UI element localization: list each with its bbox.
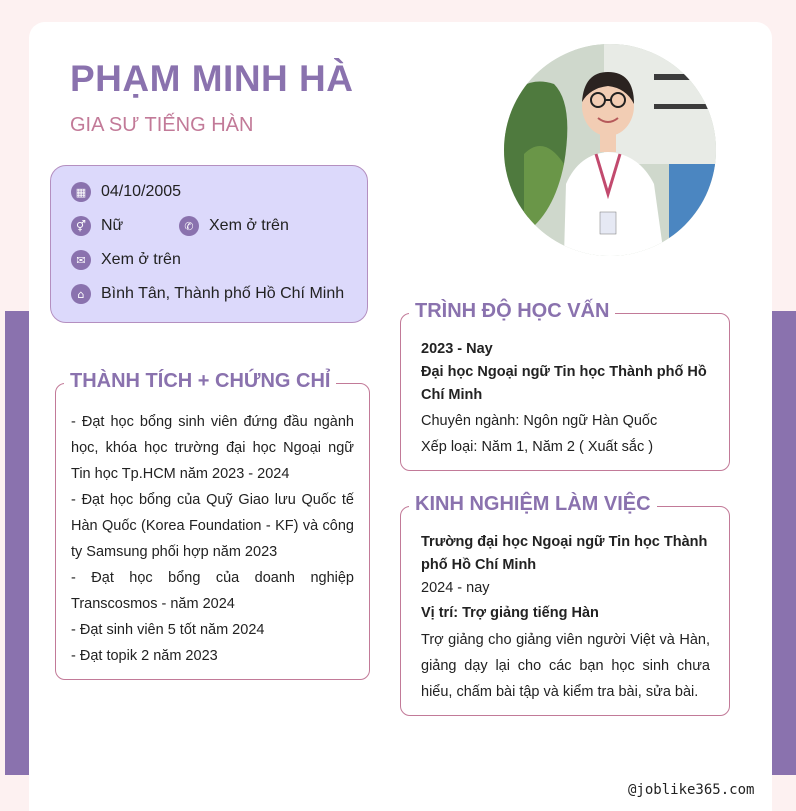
calendar-icon: ▦ <box>71 182 91 202</box>
achievements-title: THÀNH TÍCH + CHỨNG CHỈ <box>64 370 336 393</box>
education-content <box>421 338 716 460</box>
education-title: TRÌNH ĐỘ HỌC VẤN <box>409 300 615 323</box>
candidate-role: GIA SƯ TIẾNG HÀN <box>70 114 254 136</box>
left-side-band <box>5 311 29 775</box>
right-side-band <box>772 311 796 775</box>
experience-description: Trợ giảng cho giảng viên người Việt và Hàn, giảng dạy lại cho các bạn học sinh chưa hiểu, chấm bài tập và kiểm tra bài, sửa bài. <box>421 632 710 700</box>
email-icon: ✉ <box>71 250 91 270</box>
contact-gender <box>71 216 123 236</box>
experience-position: Vị trí: Trợ giảng tiếng Hàn <box>421 605 599 621</box>
contact-birthdate <box>71 182 181 202</box>
experience-content <box>421 531 710 705</box>
achievement-item: - Đạt sinh viên 5 tốt năm 2024 <box>71 622 265 638</box>
experience-period: 2024 - nay <box>421 580 490 596</box>
phone-icon: ✆ <box>179 216 199 236</box>
achievement-item: - Đạt học bổng của doanh nghiệp Transcosmos - năm 2024 <box>71 570 354 612</box>
education-major: Chuyên ngành: Ngôn ngữ Hàn Quốc <box>421 413 658 429</box>
contact-phone <box>179 216 289 236</box>
address-value: Bình Tân, Thành phố Hồ Chí Minh <box>101 285 345 302</box>
achievements-list <box>71 409 354 669</box>
education-period: 2023 - Nay <box>421 341 493 357</box>
candidate-name: PHẠM MINH HÀ <box>70 58 354 99</box>
profile-photo <box>504 44 716 256</box>
achievement-item: - Đạt học bổng của Quỹ Giao lưu Quốc tế Hàn Quốc (Korea Foundation - KF) và công ty Samsung phối hợp năm 2023 <box>71 492 354 560</box>
achievement-item: - Đạt học bổng sinh viên đứng đầu ngành học, khóa học trường đại học Ngoại ngữ Tin học Tp.HCM năm 2023 - 2024 <box>71 414 354 482</box>
watermark-url: @joblike365.com <box>628 782 755 798</box>
home-icon: ⌂ <box>71 284 91 304</box>
contact-address <box>71 284 344 304</box>
education-rank: Xếp loại: Năm 1, Năm 2 ( Xuất sắc ) <box>421 439 654 455</box>
contact-email <box>71 250 181 270</box>
email-value: Xem ở trên <box>101 251 181 268</box>
achievement-item: - Đạt topik 2 năm 2023 <box>71 648 218 664</box>
birthdate-value: 04/10/2005 <box>101 183 182 200</box>
experience-title: KINH NGHIỆM LÀM VIỆC <box>409 493 657 516</box>
experience-company: Trường đại học Ngoại ngữ Tin học Thành phố Hồ Chí Minh <box>421 534 708 573</box>
education-school: Đại học Ngoại ngữ Tin học Thành phố Hồ Chí Minh <box>421 364 707 403</box>
gender-icon: ⚥ <box>71 216 91 236</box>
gender-value: Nữ <box>101 217 124 234</box>
phone-value: Xem ở trên <box>209 217 289 234</box>
profile-photo-illustration <box>504 44 716 256</box>
